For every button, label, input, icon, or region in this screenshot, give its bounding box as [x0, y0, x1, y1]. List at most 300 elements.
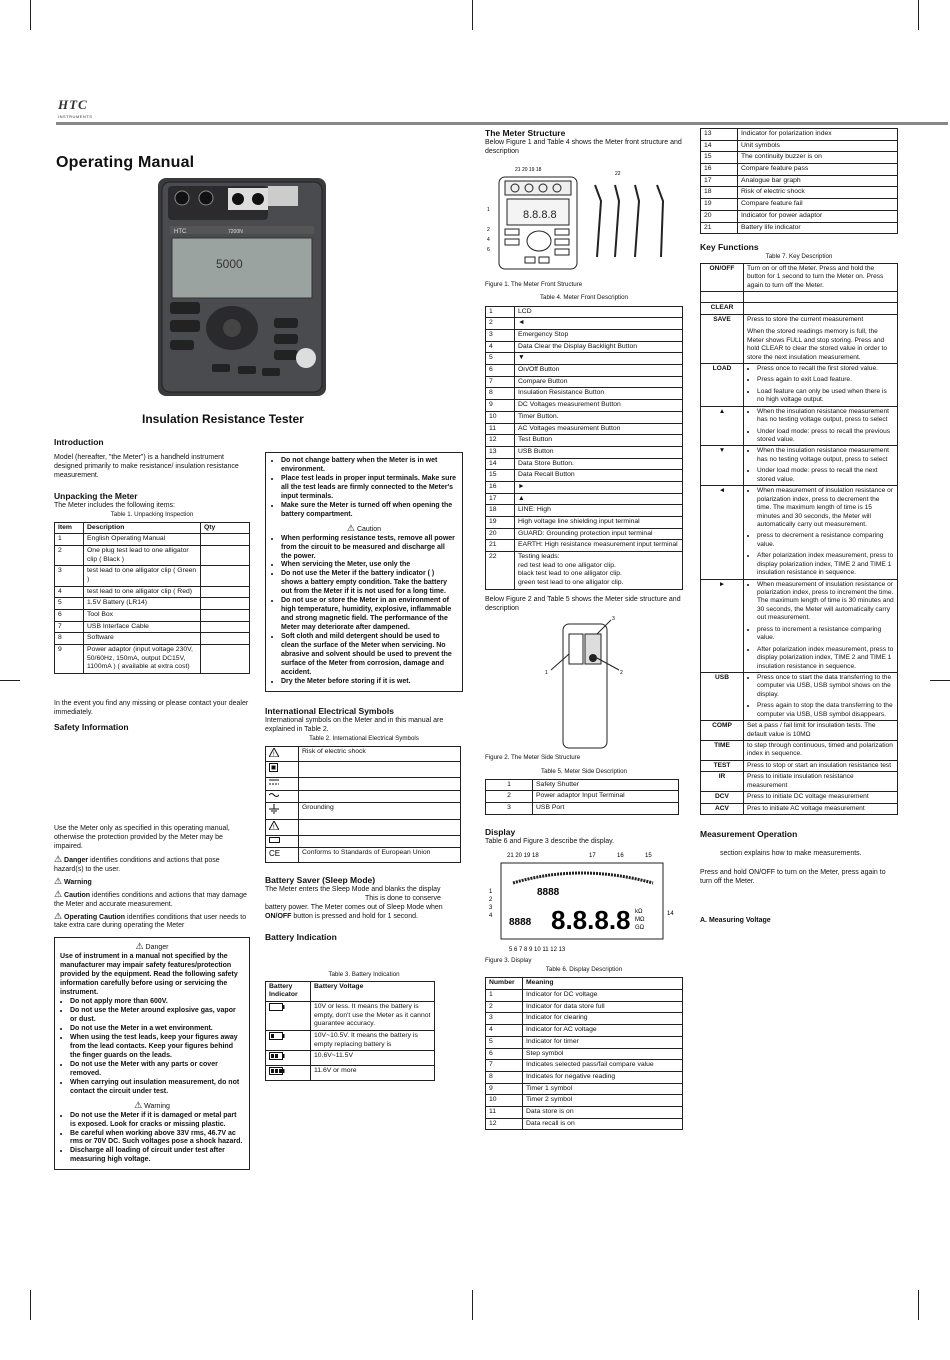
key-name: DCV	[701, 792, 744, 803]
key-row	[701, 772, 898, 792]
row-number: 20	[486, 528, 515, 540]
key-description	[744, 303, 898, 314]
row-number: 15	[486, 470, 515, 482]
row-number: 4	[486, 1025, 523, 1037]
row-description: Test Button	[515, 435, 683, 447]
svg-text:GΩ: GΩ	[635, 924, 645, 931]
row-meaning: Indicator for power adaptor	[738, 210, 898, 222]
table-row	[486, 458, 683, 470]
front-description-table	[485, 306, 683, 590]
key-row	[701, 363, 898, 406]
dc-symbol-icon	[266, 777, 299, 790]
key-description: Set a pass / fail limit for insulation tests. The default value is 10MΩ	[744, 721, 898, 741]
key-description: Press to stop or start an insulation resistance test	[744, 760, 898, 771]
ce-symbol-icon	[266, 848, 299, 863]
row-number: 17	[701, 175, 738, 187]
danger-intro: Use of instrument in a manual not specified by the manufacturer may impair safety features/protection provided by the equipment. Read the following safety information carefully before using or servicing the instrument.	[60, 953, 238, 997]
safety-heading: Safety Information	[54, 722, 129, 733]
unpacking-table: Item Description Qty 1 English Operating Manual 2 One plug test lead to one alligator clip ( Black ) 3 test lead to one alligator clip ( Green ) 4 test lead to one alligator clip ( Red) 5 1.5V Battery (LR14) 6 Tool Box 7 USB Interface Cable 8 Software 9 Power adaptor (input voltage 230V, 50/60Hz, 150mA, output DC15V, 1100mA ) ( available at extra cost)	[54, 522, 250, 675]
table-cell: One plug test lead to one alligator clip ( Black )	[84, 545, 201, 565]
key-row	[701, 292, 898, 303]
key-row	[701, 579, 898, 672]
key-row	[701, 721, 898, 741]
svg-text:14: 14	[667, 910, 674, 917]
table-cell: 1	[55, 534, 84, 546]
brand-sub: INSTRUMENTS	[58, 113, 93, 119]
intro-text: Model (hereafter, "the Meter") is a handheld instrument designed primarily to make resistance/ insulation resistance measurement.	[54, 453, 239, 479]
table-cell: test lead to one alligator clip ( Red)	[84, 586, 201, 598]
table-row	[55, 645, 250, 674]
key-row	[701, 672, 898, 720]
safety-item: ⚠ Operating Caution identifies conditions that user needs to take extra care during operating the Meter	[54, 910, 247, 930]
row-description: GUARD: Grounding protection input terminal	[515, 528, 683, 540]
safety-bullet: • Do not change battery when the Meter is in wet environment.	[281, 457, 457, 475]
table-row	[486, 505, 683, 517]
row-number: 5	[486, 1036, 523, 1048]
table-row	[486, 1013, 683, 1025]
table-cell	[201, 534, 250, 546]
structure-lead: Below Figure 1 and Table 4 shows the Meter front structure and description	[485, 138, 682, 155]
svg-text:21 20 19 18: 21 20 19 18	[515, 166, 542, 173]
svg-text:2: 2	[489, 896, 493, 903]
saver-text: The Meter enters the Sleep Mode and blanks the display This is done to conserve battery power. The Meter comes out of Sleep Mode when ON/OFF button is pressed and hold for 1 second.	[265, 885, 443, 920]
table-row	[486, 1118, 683, 1130]
row-meaning: Indicates for negative reading	[523, 1071, 683, 1083]
key-name: ▼	[701, 446, 744, 486]
svg-text:4: 4	[487, 236, 490, 243]
keys-heading: Key Functions	[700, 242, 759, 253]
battery-voltage: 10V or less. It means the battery is empty, don't use the Meter as it cannot guarantee accuracy.	[311, 1001, 435, 1030]
row-meaning: Data store is on	[523, 1106, 683, 1118]
svg-text:22: 22	[615, 170, 621, 177]
row-meaning: Indicator for data store full	[523, 1001, 683, 1013]
table-row	[486, 388, 683, 400]
table-row	[701, 187, 898, 199]
table4-caption: Table 4. Meter Front Description	[539, 293, 629, 301]
table1-caption: Table 1. Unpacking Inspection	[110, 510, 194, 518]
symbols-lead: International symbols on the Meter and in this manual are explained in Table 2.	[265, 716, 444, 733]
row-description: ▲	[515, 493, 683, 505]
svg-text:!: !	[273, 751, 275, 757]
table-cell	[201, 645, 250, 674]
key-row	[701, 486, 898, 579]
svg-text:kΩ: kΩ	[635, 908, 643, 915]
table-row	[486, 803, 679, 815]
row-meaning: The continuity buzzer is on	[738, 152, 898, 164]
brand-logo	[58, 97, 92, 119]
svg-text:1: 1	[489, 888, 493, 895]
table-row	[486, 318, 683, 330]
row-meaning: Timer 2 symbol	[523, 1095, 683, 1107]
svg-text:3: 3	[489, 904, 493, 911]
row-meaning: Data recall is on	[523, 1118, 683, 1130]
battery-level-icon	[266, 1051, 311, 1066]
key-name: ◄	[701, 486, 744, 579]
page-subtitle: Insulation Resistance Tester	[142, 412, 304, 426]
symbol-meaning	[299, 835, 461, 848]
key-description	[744, 292, 898, 303]
caution-item: • Do not use or store the Meter in an environment of high temperature, humidity, explosive, inflammable and strong magnetic field. The performance of the Meter may deteriorate after dampened.	[281, 597, 457, 633]
structure-heading: The Meter Structure	[485, 128, 566, 138]
danger-item: • Do not use the Meter with any parts or cover removed.	[70, 1061, 244, 1079]
row-description: Emergency Stop	[515, 330, 683, 342]
row-meaning: Indicator for timer	[523, 1036, 683, 1048]
table-cell	[201, 586, 250, 598]
header-rule	[56, 122, 948, 125]
table-row	[486, 552, 683, 590]
measuring-voltage-sub: A. Measuring Voltage	[700, 916, 771, 924]
row-number: 18	[701, 187, 738, 199]
key-description-table	[700, 263, 898, 815]
table-row	[486, 1001, 683, 1013]
table-row	[486, 493, 683, 505]
table-row	[55, 633, 250, 645]
svg-text:6: 6	[487, 246, 490, 253]
warning-triangle-icon: ⚠	[54, 853, 63, 864]
svg-text:MΩ: MΩ	[635, 916, 645, 923]
table-row	[266, 777, 461, 790]
row-number: 17	[486, 493, 515, 505]
safety-item: ⚠ Danger identifies conditions and actions that pose hazard(s) to the user.	[54, 853, 220, 873]
caution-title: Caution	[356, 525, 382, 533]
row-number: 18	[486, 505, 515, 517]
table-cell: 6	[55, 610, 84, 622]
row-description: Power adaptor Input Terminal	[533, 791, 679, 803]
row-number: 11	[486, 423, 515, 435]
table-cell	[201, 610, 250, 622]
table-row	[266, 1066, 435, 1081]
table5-caption: Table 5. Meter Side Description	[541, 767, 627, 775]
row-description: ▼	[515, 353, 683, 365]
table-row	[486, 376, 683, 388]
table-row	[486, 1083, 683, 1095]
svg-text:!: !	[273, 824, 275, 830]
row-description: Testing leads: red test lead to one alligator clip. black test lead to one alligator clip. green test lead to one alligator clip.	[515, 552, 683, 590]
unpacking-heading: Unpacking the Meter	[54, 490, 138, 501]
symbol-meaning	[299, 819, 461, 835]
display-heading: Display	[485, 826, 516, 837]
double-symbol-icon	[266, 762, 299, 778]
table-row	[486, 1036, 683, 1048]
row-meaning: Indicator for clearing	[523, 1013, 683, 1025]
table-row	[701, 222, 898, 234]
row-number: 1	[486, 990, 523, 1002]
table-row	[701, 152, 898, 164]
table-row	[266, 746, 461, 762]
crop-mark	[930, 680, 950, 681]
svg-text:CE: CE	[269, 849, 281, 858]
svg-text:16: 16	[617, 852, 624, 859]
row-number: 10	[486, 1095, 523, 1107]
saver-heading: Battery Saver (Sleep Mode)	[265, 875, 376, 886]
batt-symbol-icon	[266, 835, 299, 848]
row-number: 16	[486, 481, 515, 493]
row-description: USB Button	[515, 446, 683, 458]
row-number: 2	[486, 318, 515, 330]
key-description: to step through continuous, timed and polarization index in sequence.	[744, 741, 898, 761]
key-description: Press to initiate insulation resistance measurement	[744, 772, 898, 792]
meter-model: 7200N	[228, 229, 243, 235]
row-number: 21	[701, 222, 738, 234]
meter-brand: HTC	[174, 229, 187, 235]
row-number: 16	[701, 164, 738, 176]
row-description: On/Off Button	[515, 365, 683, 377]
key-description: Press to initiate DC voltage measurement	[744, 792, 898, 803]
svg-text:21 20 19 18: 21 20 19 18	[507, 852, 539, 859]
key-row	[701, 760, 898, 771]
table-row	[266, 1030, 435, 1050]
svg-text:8.8.8.8: 8.8.8.8	[523, 208, 557, 221]
table-cell: USB Interface Cable	[84, 621, 201, 633]
row-number: 7	[486, 376, 515, 388]
table-row	[266, 835, 461, 848]
safety-bullet: • Place test leads in proper input terminals. Make sure all the test leads are firmly connected to the Meter's input terminals.	[281, 475, 457, 502]
crop-mark	[30, 1290, 31, 1320]
table-cell: Tool Box	[84, 610, 201, 622]
row-number: 5	[486, 353, 515, 365]
row-number: 20	[701, 210, 738, 222]
key-name: TIME	[701, 741, 744, 761]
table-row	[701, 140, 898, 152]
danger-item: • When using the test leads, keep your figures away from the lead contacts. Keep your figures behind the finger guards on the leads.	[70, 1034, 244, 1061]
row-description: LCD	[515, 306, 683, 318]
warning-triangle-icon: ⚠	[134, 1099, 143, 1110]
table-cell: 2	[55, 545, 84, 565]
row-number: 13	[701, 129, 738, 141]
warning-triangle-icon: ⚠	[54, 910, 63, 921]
battery-voltage: 10.6V~11.5V	[311, 1051, 435, 1066]
table-row	[701, 199, 898, 211]
battery-voltage: 10V~10.5V. It means the battery is empty replacing battery is	[311, 1030, 435, 1050]
crop-mark	[30, 0, 31, 30]
table-row	[486, 517, 683, 529]
crop-mark	[0, 680, 20, 681]
row-number: 9	[486, 400, 515, 412]
table-row	[486, 528, 683, 540]
symbol-meaning: Grounding	[299, 803, 461, 820]
table-row	[486, 470, 683, 482]
table-row	[266, 790, 461, 803]
battery-level-icon	[266, 1001, 311, 1030]
row-meaning: Risk of electric shock	[738, 187, 898, 199]
table-row	[486, 481, 683, 493]
measurement-text2: Press and hold ON/OFF to turn on the Meter, press again to turn off the Meter.	[700, 868, 886, 885]
key-description: • Press once to recall the first stored value. • Press again to exit Load feature. • Load feature can only be used when there is no high voltage output.	[744, 363, 898, 406]
key-name: COMP	[701, 721, 744, 741]
table-row	[486, 330, 683, 342]
row-meaning: Timer 1 symbol	[523, 1083, 683, 1095]
table-cell: 9	[55, 645, 84, 674]
warning-item: • Do not use the Meter if it is damaged or metal part is exposed. Look for cracks or missing plastic.	[70, 1112, 244, 1130]
symbols-table	[265, 746, 461, 864]
side-description-table	[485, 779, 679, 815]
table-cell	[201, 621, 250, 633]
table-row	[486, 353, 683, 365]
warning-triangle-icon: ⚠	[54, 875, 63, 886]
symbol-meaning: Risk of electric shock	[299, 746, 461, 762]
svg-text:3: 3	[612, 615, 615, 622]
row-meaning: Step symbol	[523, 1048, 683, 1060]
safety-item: ⚠ Caution identifies conditions and actions that may damage the Meter and accurate measurement.	[54, 888, 247, 908]
row-description: Compare Button	[515, 376, 683, 388]
key-row	[701, 741, 898, 761]
table-row	[266, 1051, 435, 1066]
row-number: 2	[486, 791, 533, 803]
battery-voltage: 11.6V or more	[311, 1066, 435, 1081]
row-number: 9	[486, 1083, 523, 1095]
symbol-meaning: Conforms to Standards of European Union	[299, 848, 461, 863]
table-cell: test lead to one alligator clip ( Green )	[84, 566, 201, 586]
table-row	[55, 586, 250, 598]
row-number: 19	[701, 199, 738, 211]
display-description-table: Number Meaning 1 Indicator for DC voltage 2 Indicator for data store full 3 Indicator for clearing 4 Indicator for AC voltage 5 Indicator for timer 6 Step symbol 7 Indicates selected pass/fail compare value 8 Indicates for negative reading 9 Timer 1 symbol 10 Timer 2 symbol 11 Data store is on 12 Data recall is on	[485, 977, 683, 1130]
row-number: 7	[486, 1060, 523, 1072]
row-number: 2	[486, 1001, 523, 1013]
row-number: 1	[486, 306, 515, 318]
table-row	[55, 598, 250, 610]
caution-item: • When servicing the Meter, use only the	[281, 561, 457, 570]
warning-item: • Discharge all loading of circuit under test after measuring high voltage.	[70, 1147, 244, 1165]
table-row	[486, 365, 683, 377]
row-number: 1	[486, 779, 533, 791]
key-name: LOAD	[701, 363, 744, 406]
meter-photo	[158, 178, 326, 396]
danger-item: • When carrying out insulation measurement, do not contact the circuit under test.	[70, 1079, 244, 1097]
row-description: EARTH: High resistance measurement input terminal	[515, 540, 683, 552]
row-description: Timer Button.	[515, 411, 683, 423]
row-meaning: Battery life indicator	[738, 222, 898, 234]
brand-name: HTC	[58, 97, 88, 112]
table-row	[55, 621, 250, 633]
row-meaning: Indicator for DC voltage	[523, 990, 683, 1002]
row-number: 3	[486, 330, 515, 342]
symbol-meaning	[299, 762, 461, 778]
key-name	[701, 292, 744, 303]
table-row	[486, 306, 683, 318]
ground-symbol-icon	[266, 803, 299, 820]
row-meaning: Compare feature pass	[738, 164, 898, 176]
row-description: Insulation Resistance Button	[515, 388, 683, 400]
key-name: ▲	[701, 406, 744, 446]
symbol-meaning	[299, 790, 461, 803]
table-row	[486, 341, 683, 353]
batind-heading: Battery Indication	[265, 931, 337, 942]
table-row	[266, 762, 461, 778]
page-title: Operating Manual	[56, 154, 195, 171]
key-description: Press to store the current measurement When the stored readings memory is full, the Meter shows FULL and stop storing. Press and hold CLEAR to clear the stored value in order to store the next insulation measurement.	[744, 314, 898, 363]
table-row	[701, 164, 898, 176]
row-number: 14	[701, 140, 738, 152]
table-cell	[201, 598, 250, 610]
meter-reading: 5000	[216, 257, 243, 271]
row-meaning: Indicator for AC voltage	[523, 1025, 683, 1037]
svg-text:15: 15	[645, 852, 652, 859]
row-number: 6	[486, 365, 515, 377]
battery-table: Battery Indicator Battery Voltage 10V or less. It means the battery is empty, don't use the Meter as it cannot guarantee accuracy. 10V~10.5V. It means the battery is empty replacing battery is 10.6V~11.5V 11.6V or more	[265, 981, 435, 1081]
caution-box	[265, 452, 463, 692]
warn-symbol-icon	[266, 746, 299, 762]
svg-text:8888: 8888	[509, 916, 532, 928]
row-description: Data Store Button.	[515, 458, 683, 470]
table-cell	[201, 566, 250, 586]
table-cell	[201, 545, 250, 565]
table-row	[266, 1001, 435, 1030]
safety-bullet: • Make sure the Meter is turned off when opening the battery compartment.	[281, 502, 457, 520]
ac-symbol-icon	[266, 790, 299, 803]
key-name: CLEAR	[701, 303, 744, 314]
table-row	[486, 791, 679, 803]
row-meaning: Indicates selected pass/fail compare value	[523, 1060, 683, 1072]
key-row	[701, 303, 898, 314]
key-name: USB	[701, 672, 744, 720]
row-number: 11	[486, 1106, 523, 1118]
svg-text:5 6 7 8 9 10 11 12 13: 5 6 7 8 9 10 11 12 13	[509, 946, 566, 953]
safety-item: ⚠ Warning	[54, 875, 92, 886]
danger-item: • Do not use the Meter around explosive gas, vapor or dust.	[70, 1007, 244, 1025]
table3-caption: Table 3. Battery Indication	[328, 970, 400, 978]
table-row	[266, 803, 461, 820]
svg-text:8.8.8.8: 8.8.8.8	[551, 904, 631, 935]
crop-mark	[918, 0, 919, 30]
table-row	[701, 210, 898, 222]
battery-level-icon	[266, 1030, 311, 1050]
figure1-front-structure	[485, 161, 683, 281]
row-description: DC Voltages measurement Button	[515, 400, 683, 412]
side-lead: Below Figure 2 and Table 5 shows the Meter side structure and description	[485, 595, 681, 612]
row-description: USB Port	[533, 803, 679, 815]
svg-text:2: 2	[620, 669, 623, 676]
row-description: Safety Shutter	[533, 779, 679, 791]
table-cell: 1.5V Battery (LR14)	[84, 598, 201, 610]
row-meaning: Unit symbols	[738, 140, 898, 152]
row-number: 8	[486, 1071, 523, 1083]
table-row	[266, 848, 461, 863]
row-number: 12	[486, 1118, 523, 1130]
row-description: ►	[515, 481, 683, 493]
caution-item: • When performing resistance tests, remove all power from the circuit to be measured and discharge all the power.	[281, 535, 457, 562]
table-row	[55, 534, 250, 546]
row-number: 4	[486, 341, 515, 353]
row-number: 21	[486, 540, 515, 552]
table-row	[55, 610, 250, 622]
key-row	[701, 803, 898, 814]
safety-text: Use the Meter only as specified in this operating manual, otherwise the protection provided by the Meter may be impaired.	[54, 824, 230, 850]
row-description: Data Recall Button	[515, 470, 683, 482]
key-description: • When the insulation resistance measurement has no testing voltage output, press to select • Under load mode: press to recall the previous stored value.	[744, 406, 898, 446]
danger-item: • Do not apply more than 600V.	[70, 998, 244, 1007]
measurement-heading: Measurement Operation	[700, 829, 798, 840]
key-description: • When the insulation resistance measurement has no testing voltage output, press to select • Under load mode: press to recall the next stored value.	[744, 446, 898, 486]
key-row	[701, 406, 898, 446]
missing-note: In the event you find any missing or please contact your dealer immediately.	[54, 700, 249, 717]
table7-caption: Table 7. Key Description	[765, 253, 833, 261]
table-row	[701, 175, 898, 187]
table-row	[701, 129, 898, 141]
figure3-caption: Figure 3. Display	[485, 956, 532, 964]
warning-triangle-icon: ⚠	[135, 941, 144, 952]
figure2-side-structure	[485, 614, 683, 754]
figure3-display	[485, 849, 683, 957]
row-number: 12	[486, 435, 515, 447]
table-row	[486, 1071, 683, 1083]
caution-triangle-icon: ⚠	[346, 522, 355, 533]
key-description: Pres to initiate AC voltage measurement	[744, 803, 898, 814]
crop-mark	[472, 1290, 473, 1320]
key-name: IR	[701, 772, 744, 792]
table-cell: English Operating Manual	[84, 534, 201, 546]
table-row	[486, 411, 683, 423]
table-cell: Software	[84, 633, 201, 645]
